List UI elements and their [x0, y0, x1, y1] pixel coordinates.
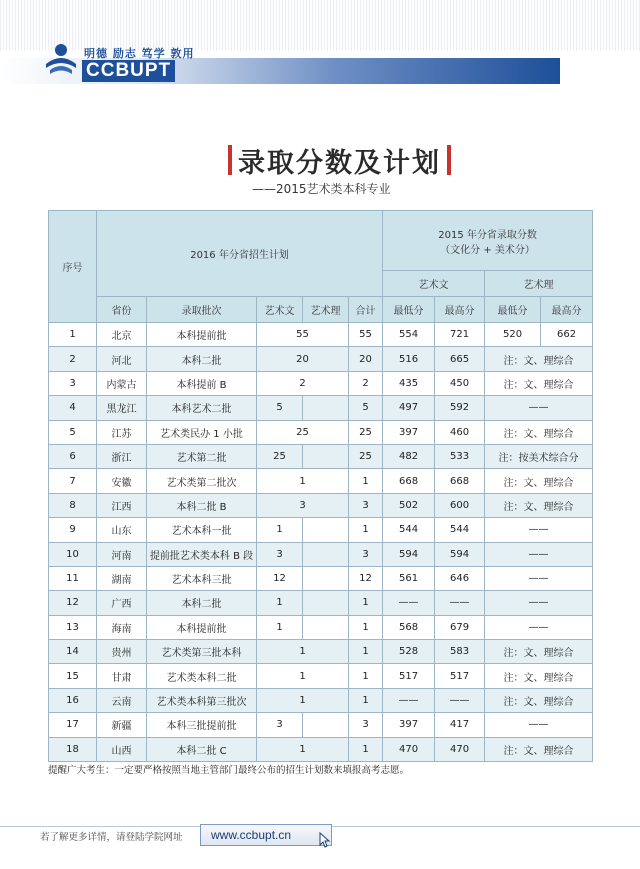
cell-wen-min: 528	[383, 640, 435, 664]
cell-total: 3	[349, 542, 383, 566]
admission-table	[48, 210, 593, 762]
cell-wen-max: ——	[435, 591, 485, 615]
notice-text: 提醒广大考生：一定要严格按照当地主管部门最终公布的招生计划数来填报高考志愿。	[48, 765, 410, 776]
cell-province: 安徽	[97, 469, 147, 493]
cell-seq: 9	[49, 518, 97, 542]
cell-seq: 12	[49, 591, 97, 615]
cell-li-note: 注：文、理综合	[485, 420, 593, 444]
cell-li-note: ——	[485, 542, 593, 566]
cell-wen-min: 482	[383, 444, 435, 468]
cell-wen-min: 517	[383, 664, 435, 688]
table-body	[49, 323, 593, 762]
cell-plan: 1	[257, 688, 349, 712]
cell-wen-max: 417	[435, 713, 485, 737]
header-stripes	[0, 0, 640, 50]
cell-wen-max: 592	[435, 396, 485, 420]
cell-plan: 55	[257, 323, 349, 347]
cell-total: 1	[349, 640, 383, 664]
cell-li-note: ——	[485, 591, 593, 615]
header-batch: 录取批次	[147, 297, 257, 323]
cell-province: 甘肃	[97, 664, 147, 688]
website-link[interactable]: www.ccbupt.cn	[200, 824, 332, 846]
table-row	[49, 591, 593, 615]
cell-province: 江西	[97, 493, 147, 517]
cell-seq: 5	[49, 420, 97, 444]
cell-province: 新疆	[97, 713, 147, 737]
school-motto: 明德 励志 笃学 敦用	[84, 47, 195, 60]
cell-wen-max: 679	[435, 615, 485, 639]
table-row	[49, 737, 593, 761]
cell-wen-max: 721	[435, 323, 485, 347]
header-plan-li: 艺术理	[303, 297, 349, 323]
cell-wen-min: 554	[383, 323, 435, 347]
cell-total: 3	[349, 713, 383, 737]
cell-province: 浙江	[97, 444, 147, 468]
cell-wen-min: ——	[383, 688, 435, 712]
cell-batch: 艺术类第三批本科	[147, 640, 257, 664]
cell-wen-max: 646	[435, 566, 485, 590]
cell-province: 内蒙古	[97, 371, 147, 395]
cell-plan-wen: 3	[257, 713, 303, 737]
cell-total: 1	[349, 615, 383, 639]
cell-province: 江苏	[97, 420, 147, 444]
cell-seq: 14	[49, 640, 97, 664]
cell-plan-wen: 12	[257, 566, 303, 590]
table-row	[49, 347, 593, 371]
cell-wen-max: ——	[435, 688, 485, 712]
cell-total: 3	[349, 493, 383, 517]
cell-li-note: 注：按美术综合分	[485, 444, 593, 468]
cell-batch: 艺术类本科第三批次	[147, 688, 257, 712]
cell-total: 25	[349, 444, 383, 468]
cell-plan-li	[303, 713, 349, 737]
cell-total: 1	[349, 518, 383, 542]
cell-seq: 16	[49, 688, 97, 712]
cell-plan-li	[303, 615, 349, 639]
table-row	[49, 396, 593, 420]
table-row	[49, 420, 593, 444]
cell-plan-li	[303, 591, 349, 615]
cell-li-note: ——	[485, 713, 593, 737]
cell-batch: 艺术第二批	[147, 444, 257, 468]
cell-plan: 2	[257, 371, 349, 395]
cell-seq: 3	[49, 371, 97, 395]
table-row	[49, 493, 593, 517]
header-plan-wen: 艺术文	[257, 297, 303, 323]
cell-plan: 20	[257, 347, 349, 371]
cell-plan: 1	[257, 664, 349, 688]
table-row	[49, 469, 593, 493]
header-score-note: （文化分 + 美术分）	[440, 244, 535, 256]
cell-province: 广西	[97, 591, 147, 615]
cell-province: 云南	[97, 688, 147, 712]
cell-plan-wen: 1	[257, 518, 303, 542]
cell-wen-max: 668	[435, 469, 485, 493]
cell-province: 河北	[97, 347, 147, 371]
cell-li-note: 注：文、理综合	[485, 347, 593, 371]
table-row	[49, 444, 593, 468]
title-bar-right	[447, 145, 451, 175]
cell-li-note: 注：文、理综合	[485, 640, 593, 664]
table-row	[49, 688, 593, 712]
cell-province: 湖南	[97, 566, 147, 590]
cell-seq: 10	[49, 542, 97, 566]
cell-li-note: 注：文、理综合	[485, 688, 593, 712]
cell-plan-wen: 25	[257, 444, 303, 468]
header-wen-min: 最低分	[383, 297, 435, 323]
cell-wen-max: 600	[435, 493, 485, 517]
cell-total: 25	[349, 420, 383, 444]
cell-seq: 6	[49, 444, 97, 468]
cell-li-min: 520	[485, 323, 541, 347]
cell-batch: 艺术类本科二批	[147, 664, 257, 688]
table-row	[49, 713, 593, 737]
header-li-max: 最高分	[541, 297, 593, 323]
cell-batch: 艺术类第二批次	[147, 469, 257, 493]
cell-wen-max: 533	[435, 444, 485, 468]
table-row	[49, 615, 593, 639]
cell-batch: 本科提前 B	[147, 371, 257, 395]
cell-province: 北京	[97, 323, 147, 347]
cell-total: 55	[349, 323, 383, 347]
cell-province: 黑龙江	[97, 396, 147, 420]
cell-li-note: 注：文、理综合	[485, 371, 593, 395]
cell-li-note: 注：文、理综合	[485, 493, 593, 517]
header-total: 合计	[349, 297, 383, 323]
cell-total: 20	[349, 347, 383, 371]
cell-total: 1	[349, 737, 383, 761]
cell-batch: 艺术本科三批	[147, 566, 257, 590]
school-logo-icon	[44, 42, 78, 78]
cell-plan: 1	[257, 640, 349, 664]
cell-plan-wen: 3	[257, 542, 303, 566]
cell-wen-min: 668	[383, 469, 435, 493]
cell-batch: 本科提前批	[147, 615, 257, 639]
page-title: 录取分数及计划	[238, 147, 441, 179]
cell-batch: 艺术类民办 1 小批	[147, 420, 257, 444]
header-art-wen: 艺术文	[383, 271, 485, 297]
cell-li-note: ——	[485, 518, 593, 542]
cell-total: 12	[349, 566, 383, 590]
cell-total: 1	[349, 469, 383, 493]
cell-plan-li	[303, 396, 349, 420]
table-row	[49, 640, 593, 664]
cell-li-note: 注：文、理综合	[485, 664, 593, 688]
cell-wen-min: 544	[383, 518, 435, 542]
cell-li-note: ——	[485, 396, 593, 420]
cell-batch: 本科二批 B	[147, 493, 257, 517]
cell-plan-li	[303, 566, 349, 590]
cell-seq: 17	[49, 713, 97, 737]
cell-wen-max: 517	[435, 664, 485, 688]
cell-wen-max: 460	[435, 420, 485, 444]
cell-wen-min: 497	[383, 396, 435, 420]
cell-plan: 25	[257, 420, 349, 444]
cell-batch: 本科二批	[147, 591, 257, 615]
cell-wen-min: 568	[383, 615, 435, 639]
cell-seq: 1	[49, 323, 97, 347]
cell-seq: 4	[49, 396, 97, 420]
cell-batch: 本科艺术二批	[147, 396, 257, 420]
cell-plan-wen: 1	[257, 591, 303, 615]
table-row	[49, 518, 593, 542]
cell-wen-min: 516	[383, 347, 435, 371]
brand-logo-text: CCBUPT	[82, 60, 175, 82]
cell-wen-min: 397	[383, 420, 435, 444]
cell-wen-min: 561	[383, 566, 435, 590]
cell-province: 山西	[97, 737, 147, 761]
footer-text: 若了解更多详情，请登陆学院网址	[40, 832, 183, 843]
header-score-title: 2015 年分省录取分数	[438, 229, 537, 241]
cell-wen-min: 594	[383, 542, 435, 566]
cell-li-note: 注：文、理综合	[485, 737, 593, 761]
header-plan: 2016 年分省招生计划	[97, 211, 383, 297]
header-province: 省份	[97, 297, 147, 323]
cell-plan-li	[303, 444, 349, 468]
cell-total: 1	[349, 591, 383, 615]
cell-plan-li	[303, 518, 349, 542]
cell-wen-max: 583	[435, 640, 485, 664]
cell-wen-min: 435	[383, 371, 435, 395]
cell-total: 1	[349, 664, 383, 688]
header-score	[383, 211, 593, 271]
cell-wen-max: 470	[435, 737, 485, 761]
cursor-icon	[318, 832, 334, 848]
header-seq: 序号	[49, 211, 97, 323]
cell-wen-max: 450	[435, 371, 485, 395]
cell-province: 海南	[97, 615, 147, 639]
table-row	[49, 542, 593, 566]
page-subtitle: ——2015艺术类本科专业	[252, 182, 391, 196]
cell-batch: 艺术本科一批	[147, 518, 257, 542]
cell-province: 贵州	[97, 640, 147, 664]
cell-total: 1	[349, 688, 383, 712]
cell-batch: 提前批艺术类本科 B 段	[147, 542, 257, 566]
cell-batch: 本科二批 C	[147, 737, 257, 761]
cell-seq: 2	[49, 347, 97, 371]
cell-batch: 本科二批	[147, 347, 257, 371]
cell-plan: 1	[257, 737, 349, 761]
cell-wen-min: 397	[383, 713, 435, 737]
cell-wen-max: 594	[435, 542, 485, 566]
cell-wen-min: 502	[383, 493, 435, 517]
cell-li-max: 662	[541, 323, 593, 347]
header-wen-max: 最高分	[435, 297, 485, 323]
cell-province: 河南	[97, 542, 147, 566]
cell-li-note: ——	[485, 566, 593, 590]
cell-total: 2	[349, 371, 383, 395]
cell-seq: 7	[49, 469, 97, 493]
cell-seq: 15	[49, 664, 97, 688]
cell-seq: 18	[49, 737, 97, 761]
cell-wen-min: ——	[383, 591, 435, 615]
cell-total: 5	[349, 396, 383, 420]
title-block	[228, 140, 451, 180]
cell-plan-li	[303, 542, 349, 566]
header-art-li: 艺术理	[485, 271, 593, 297]
cell-li-note: 注：文、理综合	[485, 469, 593, 493]
cell-plan-wen: 1	[257, 615, 303, 639]
cell-batch: 本科三批提前批	[147, 713, 257, 737]
table-row	[49, 371, 593, 395]
cell-wen-max: 665	[435, 347, 485, 371]
table-row	[49, 664, 593, 688]
cell-batch: 本科提前批	[147, 323, 257, 347]
cell-wen-min: 470	[383, 737, 435, 761]
cell-seq: 8	[49, 493, 97, 517]
table-row	[49, 323, 593, 347]
cell-plan: 3	[257, 493, 349, 517]
header-li-min: 最低分	[485, 297, 541, 323]
cell-seq: 11	[49, 566, 97, 590]
cell-li-note: ——	[485, 615, 593, 639]
cell-plan-wen: 5	[257, 396, 303, 420]
cell-wen-max: 544	[435, 518, 485, 542]
cell-plan: 1	[257, 469, 349, 493]
cell-province: 山东	[97, 518, 147, 542]
table-row	[49, 566, 593, 590]
cell-seq: 13	[49, 615, 97, 639]
